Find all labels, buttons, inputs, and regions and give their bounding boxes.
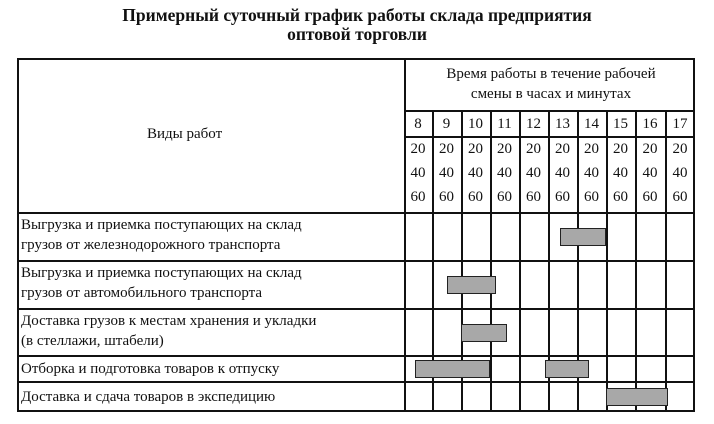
chart-title <box>0 6 714 44</box>
minute-label: 20 <box>613 141 628 157</box>
minute-label: 60 <box>497 189 512 205</box>
minute-label: 40 <box>468 165 483 181</box>
schedule-bar <box>606 388 668 406</box>
row-line <box>17 308 695 310</box>
minute-label: 60 <box>642 189 658 205</box>
minute-label: 40 <box>497 165 512 181</box>
border-top <box>17 58 695 60</box>
time-header-line-2: смены в часах и минутах <box>470 86 632 102</box>
hour-label: 13 <box>555 116 570 132</box>
minute-label: 60 <box>439 189 454 205</box>
work-type-label: Доставка грузов к местам хранения и укладки <box>21 313 317 329</box>
minute-label: 20 <box>497 141 512 157</box>
minute-label: 40 <box>672 165 688 181</box>
minute-label: 20 <box>439 141 454 157</box>
work-type-label: Выгрузка и приемка поступающих на склад <box>21 265 302 281</box>
minute-label: 20 <box>555 141 570 157</box>
minute-label: 60 <box>468 189 483 205</box>
minute-label: 20 <box>672 141 688 157</box>
minute-label: 60 <box>526 189 541 205</box>
hour-label: 12 <box>526 116 541 132</box>
work-type-label: Отборка и подготовка товаров к отпуску <box>21 361 280 377</box>
work-type-label: Доставка и сдача товаров в экспедицию <box>21 388 276 405</box>
row-line <box>17 381 695 383</box>
minute-label: 20 <box>642 141 658 157</box>
work-type-label: грузов от железнодорожного транспорта <box>21 237 281 253</box>
minute-label: 40 <box>439 165 454 181</box>
hour-label: 10 <box>468 116 483 132</box>
schedule-bar <box>415 360 490 378</box>
minute-label: 60 <box>584 189 599 205</box>
title-line-1: Примерный суточный график работы склада предприятия <box>122 5 592 25</box>
border-left <box>17 58 19 412</box>
hour-label: 14 <box>584 116 599 132</box>
minute-label: 20 <box>526 141 541 157</box>
minute-label: 60 <box>613 189 628 205</box>
schedule-table <box>17 58 695 412</box>
border-bottom <box>17 410 695 412</box>
row-line <box>17 212 695 214</box>
schedule-bar <box>461 324 507 342</box>
minute-label: 20 <box>584 141 599 157</box>
hour-label: 9 <box>442 116 451 132</box>
minute-label: 40 <box>584 165 599 181</box>
hour-label: 8 <box>414 116 422 132</box>
work-types-header: Виды работ <box>147 126 223 142</box>
hour-label: 11 <box>497 116 512 132</box>
minute-label: 20 <box>410 141 426 157</box>
row-line <box>17 260 695 262</box>
minute-label: 60 <box>555 189 570 205</box>
hour-label: 17 <box>672 116 688 132</box>
schedule-bar <box>560 228 606 246</box>
work-type-label: (в стеллажи, штабели) <box>21 333 164 349</box>
time-header-line-1: Время работы в течение рабочей <box>446 66 656 82</box>
minute-label: 60 <box>410 189 426 205</box>
minute-label: 60 <box>672 189 688 205</box>
work-type-label: грузов от автомобильного транспорта <box>21 285 263 301</box>
row-line <box>17 355 695 357</box>
title-line-2: оптовой торговли <box>287 24 427 44</box>
schedule-bar <box>447 276 496 294</box>
minute-label: 40 <box>526 165 541 181</box>
hour-label: 15 <box>613 116 628 132</box>
minute-label: 40 <box>642 165 658 181</box>
hour-label: 16 <box>642 116 658 132</box>
minute-label: 40 <box>613 165 628 181</box>
minute-label: 40 <box>410 165 426 181</box>
minute-label: 20 <box>468 141 483 157</box>
minute-label: 40 <box>555 165 570 181</box>
work-type-label: Выгрузка и приемка поступающих на склад <box>21 217 302 233</box>
schedule-bar <box>545 360 589 378</box>
